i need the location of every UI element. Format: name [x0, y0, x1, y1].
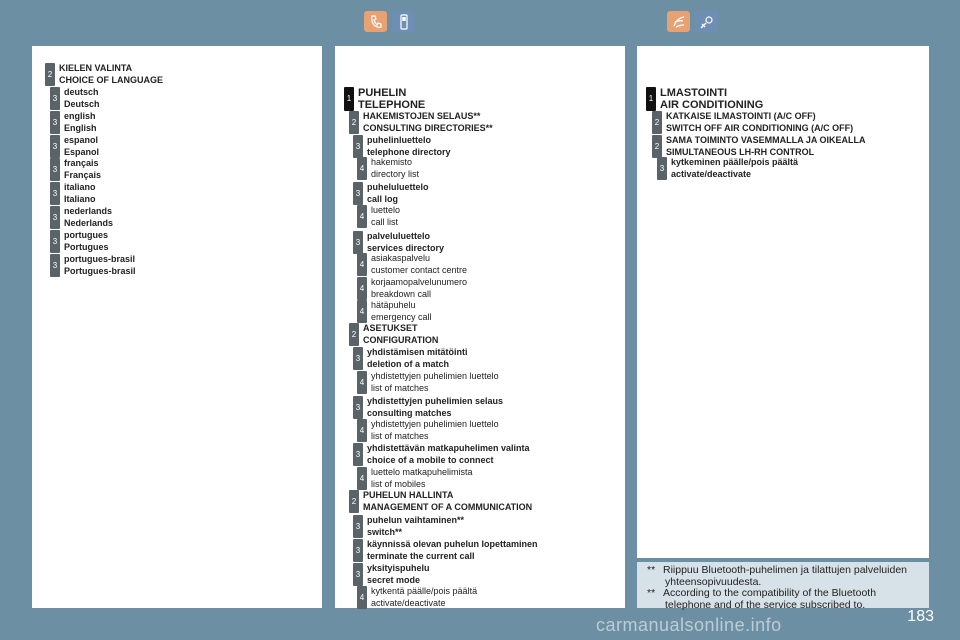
level-badge: 3 — [50, 254, 60, 277]
label-finnish: asiakaspalvelu — [371, 253, 431, 263]
entry-label — [367, 539, 538, 562]
entry-label — [64, 230, 109, 253]
label-english: CONSULTING DIRECTORIES** — [363, 122, 493, 133]
label-english: activate/deactivate — [371, 597, 446, 608]
entry-label — [666, 135, 866, 158]
label-english: switch** — [367, 526, 403, 537]
level-badge: 3 — [50, 135, 60, 158]
entry-label — [371, 253, 467, 276]
label-english: choice of a mobile to connect — [367, 454, 494, 465]
label-english: CHOICE OF LANGUAGE — [59, 74, 164, 85]
label-finnish: yhdistämisen mitätöinti — [367, 347, 468, 357]
menu-entry — [50, 254, 136, 277]
footnote-box — [637, 562, 929, 611]
entry-label — [367, 396, 503, 419]
label-finnish: puheluluettelo — [367, 182, 429, 192]
menu-entry — [357, 419, 499, 442]
level-badge: 4 — [357, 419, 367, 442]
menu-entry — [357, 371, 499, 394]
menu-entry — [45, 63, 163, 86]
label-english: SIMULTANEOUS LH-RH CONTROL — [666, 146, 815, 157]
label-english: MANAGEMENT OF A COMMUNICATION — [363, 501, 533, 512]
label-finnish: KIELEN VALINTA — [59, 63, 133, 73]
level-badge: 4 — [357, 586, 367, 609]
entry-label — [363, 323, 438, 346]
entry-label — [358, 87, 425, 111]
label-english: telephone directory — [367, 146, 451, 157]
entry-label — [363, 111, 493, 134]
label-english: list of matches — [371, 430, 429, 441]
level-badge: 2 — [349, 490, 359, 513]
air-conditioning-icon — [667, 11, 690, 32]
label-finnish: hätäpuhelu — [371, 300, 416, 310]
label-finnish: ASETUKSET — [363, 323, 418, 333]
label-finnish: PUHELIN — [358, 87, 407, 99]
entry-label — [371, 205, 400, 228]
label-english: SWITCH OFF AIR CONDITIONING (A/C OFF) — [666, 122, 854, 133]
label-english: activate/deactivate — [671, 168, 752, 179]
label-finnish: PUHELUN HALLINTA — [363, 490, 454, 500]
entry-label — [371, 300, 432, 323]
level-badge: 4 — [357, 467, 367, 490]
label-finnish: yhdistettävän matkapuhelimen valinta — [367, 443, 530, 453]
level-badge: 2 — [652, 135, 662, 158]
menu-entry — [357, 586, 477, 609]
menu-entry — [357, 467, 473, 490]
label-english: Français — [64, 169, 102, 180]
menu-entry — [353, 182, 429, 205]
air-conditioning-icons — [667, 11, 718, 32]
entry-label — [64, 182, 96, 205]
level-badge: 4 — [357, 371, 367, 394]
label-finnish: HAKEMISTOJEN SELAUS** — [363, 111, 481, 121]
label-finnish: LMASTOINTI — [660, 87, 728, 99]
label-english: terminate the current call — [367, 550, 475, 561]
entry-label — [367, 443, 530, 466]
menu-entry — [353, 563, 430, 586]
label-english: Portugues-brasil — [64, 265, 136, 276]
label-finnish: english — [64, 111, 96, 121]
menu-entry — [353, 443, 530, 466]
label-finnish: KATKAISE ILMASTOINTI (A/C OFF) — [666, 111, 816, 121]
entry-label — [371, 277, 467, 300]
label-finnish: français — [64, 158, 99, 168]
label-finnish: korjaamopalvelunumero — [371, 277, 468, 287]
label-english: consulting matches — [367, 407, 452, 418]
level-badge: 4 — [357, 205, 367, 228]
level-badge: 3 — [657, 157, 667, 180]
level-badge: 3 — [50, 230, 60, 253]
label-english: customer contact centre — [371, 264, 468, 275]
menu-entry — [353, 135, 451, 158]
label-english: Portugues — [64, 241, 109, 252]
menu-entry — [357, 253, 467, 276]
label-english: English — [64, 122, 97, 133]
entry-label — [363, 490, 532, 513]
entry-label — [64, 158, 101, 181]
entry-label — [64, 135, 99, 158]
entry-label — [666, 111, 853, 134]
telephone-icons — [364, 11, 415, 32]
level-badge: 4 — [357, 253, 367, 276]
entry-label — [371, 419, 499, 442]
label-english: call log — [367, 193, 399, 204]
menu-entry — [652, 111, 853, 134]
label-english: list of mobiles — [371, 478, 426, 489]
level-badge: 3 — [50, 158, 60, 181]
menu-entry — [50, 87, 100, 110]
entry-label — [371, 586, 477, 609]
label-finnish: luettelo — [371, 205, 401, 215]
level-badge: 3 — [353, 182, 363, 205]
level-badge: 3 — [50, 111, 60, 134]
label-english: directory list — [371, 168, 420, 179]
menu-entry — [657, 157, 798, 180]
level-badge: 3 — [353, 539, 363, 562]
entry-label — [59, 63, 163, 86]
level-badge: 2 — [349, 323, 359, 346]
entry-label — [64, 206, 113, 229]
label-english: AIR CONDITIONING — [660, 99, 764, 111]
menu-entry — [353, 231, 444, 254]
entry-label — [671, 157, 798, 180]
label-finnish: luettelo matkapuhelimista — [371, 467, 473, 477]
menu-entry — [50, 158, 101, 181]
climate-settings-icon — [695, 11, 718, 32]
label-english: TELEPHONE — [358, 99, 426, 111]
label-english: services directory — [367, 242, 445, 253]
entry-label — [367, 231, 444, 254]
entry-label — [371, 467, 473, 490]
footnote-en: ** According to the compatibility of the Bluetooth telephone and of the service subscribed to. — [647, 587, 877, 611]
level-badge: 3 — [50, 206, 60, 229]
label-finnish: puhelinluettelo — [367, 135, 431, 145]
label-english: call list — [371, 216, 399, 227]
label-finnish: yhdistettyjen puhelimien luettelo — [371, 371, 499, 381]
label-finnish: palveluluettelo — [367, 231, 431, 241]
menu-entry — [357, 205, 400, 228]
label-english: Italiano — [64, 193, 96, 204]
label-finnish: italiano — [64, 182, 96, 192]
phone-icon — [364, 11, 387, 32]
label-finnish: nederlands — [64, 206, 113, 216]
menu-entry — [353, 515, 464, 538]
label-finnish: yksityispuhelu — [367, 563, 430, 573]
level-badge: 3 — [353, 563, 363, 586]
label-english: emergency call — [371, 311, 432, 322]
label-finnish: puhelun vaihtaminen** — [367, 515, 465, 525]
level-badge: 3 — [353, 347, 363, 370]
menu-entry — [349, 111, 493, 134]
menu-entry — [357, 300, 432, 323]
page-number: 183 — [907, 608, 934, 625]
entry-label — [367, 563, 430, 586]
level-badge: 4 — [357, 277, 367, 300]
label-finnish: deutsch — [64, 87, 99, 97]
menu-entry — [353, 539, 538, 562]
level-badge: 1 — [344, 87, 354, 111]
menu-entry — [50, 182, 96, 205]
level-badge: 3 — [353, 135, 363, 158]
entry-label — [660, 87, 763, 111]
menu-entry — [50, 206, 113, 229]
level-badge: 3 — [50, 182, 60, 205]
label-english: breakdown call — [371, 288, 432, 299]
level-badge: 4 — [357, 157, 367, 180]
label-english: CONFIGURATION — [363, 334, 439, 345]
footnote-fi: ** Riippuu Bluetooth-puhelimen ja tilattujen palveluiden yhteensopivuudesta. — [647, 564, 907, 588]
entry-label — [367, 347, 468, 370]
menu-entry — [349, 490, 532, 513]
level-badge: 3 — [50, 87, 60, 110]
label-english: Espanol — [64, 146, 100, 157]
entry-label — [64, 87, 100, 110]
label-finnish: espanol — [64, 135, 99, 145]
entry-label — [371, 157, 419, 180]
level-badge: 2 — [349, 111, 359, 134]
label-finnish: käynnissä olevan puhelun lopettaminen — [367, 539, 538, 549]
label-finnish: yhdistettyjen puhelimien selaus — [367, 396, 504, 406]
entry-label — [64, 111, 97, 134]
label-english: deletion of a match — [367, 358, 450, 369]
menu-entry — [357, 157, 419, 180]
label-finnish: hakemisto — [371, 157, 413, 167]
level-badge: 3 — [353, 396, 363, 419]
level-badge: 4 — [357, 300, 367, 323]
menu-entry — [353, 396, 503, 419]
label-english: Deutsch — [64, 98, 100, 109]
label-english: secret mode — [367, 574, 421, 585]
mobile-phone-icon — [392, 11, 415, 32]
label-finnish: portugues-brasil — [64, 254, 136, 264]
level-badge: 2 — [45, 63, 55, 86]
watermark: carmanualsonline.info — [596, 615, 782, 635]
level-badge: 1 — [646, 87, 656, 111]
menu-entry — [344, 87, 425, 111]
label-english: list of matches — [371, 382, 429, 393]
level-badge: 2 — [652, 111, 662, 134]
menu-entry — [357, 277, 467, 300]
menu-entry — [646, 87, 763, 111]
level-badge: 3 — [353, 515, 363, 538]
entry-label — [367, 515, 464, 538]
menu-entry — [349, 323, 438, 346]
label-finnish: portugues — [64, 230, 108, 240]
menu-entry — [50, 111, 97, 134]
label-finnish: SAMA TOIMINTO VASEMMALLA JA OIKEALLA — [666, 135, 866, 145]
label-finnish: yhdistettyjen puhelimien luettelo — [371, 419, 499, 429]
level-badge: 3 — [353, 443, 363, 466]
label-english: Nederlands — [64, 217, 114, 228]
menu-entry — [652, 135, 866, 158]
entry-label — [64, 254, 136, 277]
label-finnish: kytkentä päälle/pois päältä — [371, 586, 478, 596]
menu-entry — [50, 135, 99, 158]
entry-label — [367, 135, 451, 158]
menu-entry — [50, 230, 109, 253]
entry-label — [371, 371, 499, 394]
menu-entry — [353, 347, 468, 370]
level-badge: 3 — [353, 231, 363, 254]
label-finnish: kytkeminen päälle/pois päältä — [671, 157, 799, 167]
entry-label — [367, 182, 429, 205]
